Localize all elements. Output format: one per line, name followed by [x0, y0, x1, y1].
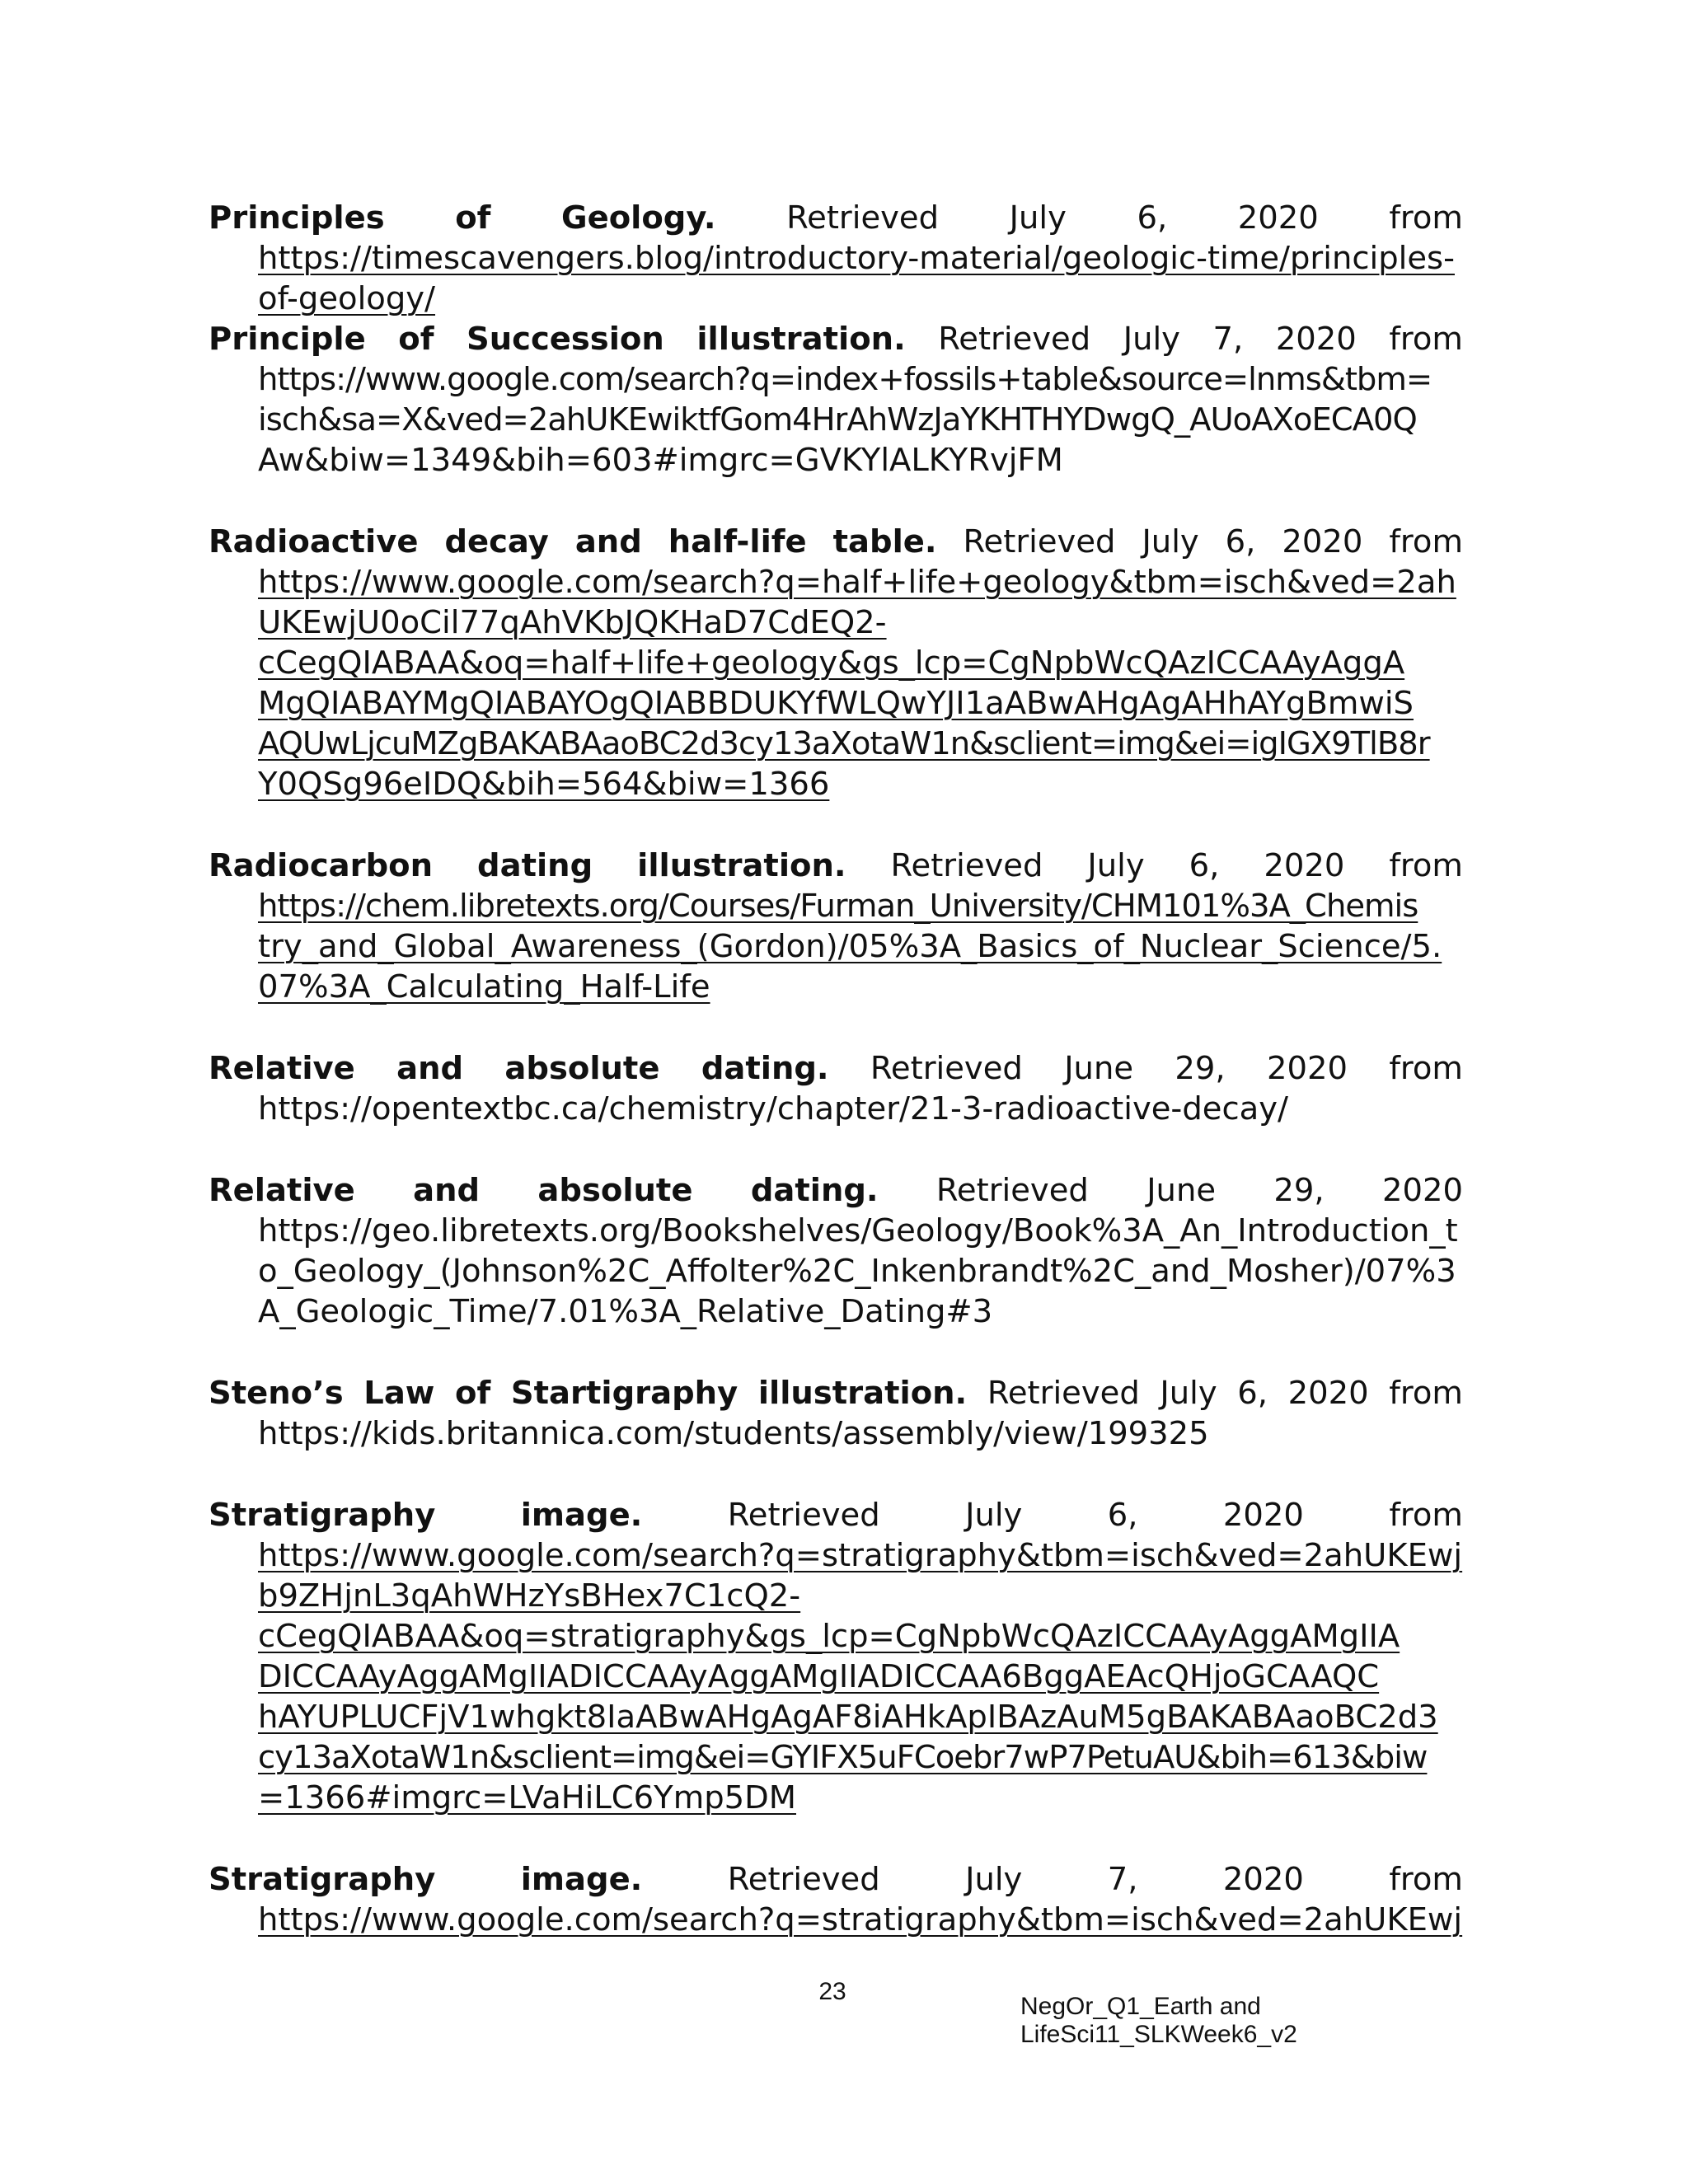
reference-word: July — [1142, 523, 1199, 560]
url-line[interactable]: cy13aXotaW1n&sclient=img&ei=GYIFX5uFCoebr7wP7PetuAU&bih=613&biw — [258, 1739, 1428, 1776]
reference-word: illustration. — [696, 321, 906, 358]
url-line: https://opentextbc.ca/chemistry/chapter/21-3-radioactive-decay/ — [258, 1090, 1288, 1127]
url-line: Aw&biw=1349&bih=603#imgrc=GVKYlALKYRvjFM — [258, 442, 1063, 479]
reference-word: July — [1009, 199, 1067, 237]
url-line[interactable]: AQUwLjcuMZgBAKABAaoBC2d3cy13aXotaW1n&sclient=img&ei=igIGX9TlB8r — [258, 725, 1430, 762]
reference-entry — [209, 522, 1463, 804]
reference-word: Stratigraphy — [209, 1861, 436, 1898]
url-line[interactable]: try_and_Global_Awareness_(Gordon)/05%3A_Basics_of_Nuclear_Science/5. — [258, 928, 1442, 965]
reference-word: 6, — [1237, 1375, 1268, 1412]
reference-word: Principle — [209, 321, 366, 358]
reference-word: dating — [477, 847, 593, 884]
reference-entry — [209, 319, 1463, 480]
reference-word: Steno’s — [209, 1375, 344, 1412]
reference-word: Geology. — [560, 199, 716, 237]
reference-url — [209, 359, 1463, 480]
url-line[interactable]: https://www.google.com/search?q=half+life+geology&tbm=isch&ved=2ah — [258, 564, 1456, 601]
reference-url — [209, 1211, 1463, 1332]
url-line[interactable]: of-geology/ — [258, 280, 436, 317]
footer-document-code: NegOr_Q1_Earth and LifeSci11_SLKWeek6_v2 — [1020, 1993, 1297, 2048]
reference-word: from — [1389, 199, 1463, 237]
reference-word: 2020 — [1282, 523, 1363, 560]
reference-word: 6, — [1107, 1497, 1138, 1534]
url-line[interactable]: DICCAAyAggAMgIIADICCAAyAggAMgIIADICCAA6BggAEAcQHjoGCAAQC — [258, 1658, 1380, 1695]
reference-word: Retrieved — [786, 199, 940, 237]
reference-word: 6, — [1189, 847, 1220, 884]
reference-word: dating. — [701, 1050, 829, 1087]
reference-word: half-life — [668, 523, 807, 560]
reference-word: image. — [520, 1497, 643, 1534]
url-line[interactable]: MgQIABAYMgQIABAYOgQIABBDUKYfWLQwYJI1aABwAHgAgAHhAYgBmwiS — [258, 685, 1414, 722]
reference-word: Retrieved — [935, 1172, 1089, 1209]
reference-entry — [209, 1859, 1463, 1940]
reference-url[interactable] — [209, 1535, 1463, 1818]
reference-word: Retrieved — [938, 321, 1091, 358]
reference-word: from — [1389, 321, 1463, 358]
url-line[interactable]: UKEwjU0oCil77qAhVKbJQKHaD7CdEQ2- — [258, 604, 887, 641]
reference-word: June — [1064, 1050, 1134, 1087]
reference-list — [209, 198, 1463, 1940]
reference-word: of — [455, 199, 491, 237]
reference-word: from — [1389, 1861, 1463, 1898]
reference-word: illustration. — [637, 847, 846, 884]
reference-word: Retrieved — [870, 1050, 1023, 1087]
reference-word: Startigraphy — [510, 1375, 738, 1412]
reference-word: Principles — [209, 199, 385, 237]
reference-url[interactable] — [209, 238, 1463, 319]
url-line[interactable]: b9ZHjnL3qAhWHzYsBHex7C1cQ2- — [258, 1577, 801, 1615]
reference-word: July — [1123, 321, 1180, 358]
url-line: https://www.google.com/search?q=index+fossils+table&source=lnms&tbm= — [258, 361, 1432, 398]
reference-word: June — [1146, 1172, 1217, 1209]
reference-word: July — [1087, 847, 1145, 884]
reference-entry — [209, 846, 1463, 1007]
url-line[interactable]: cCegQIABAA&oq=half+life+geology&gs_lcp=CgNpbWcQAzICCAAyAggA — [258, 644, 1405, 682]
reference-word: 29, — [1273, 1172, 1325, 1209]
reference-word: illustration. — [757, 1375, 968, 1412]
reference-word: 7, — [1107, 1861, 1138, 1898]
reference-url — [209, 1089, 1463, 1129]
url-line[interactable]: 07%3A_Calculating_Half-Life — [258, 968, 710, 1005]
reference-word: from — [1389, 847, 1463, 884]
reference-word: from — [1389, 1050, 1463, 1087]
reference-word: 2020 — [1275, 321, 1357, 358]
reference-entry — [209, 1170, 1463, 1332]
reference-word: absolute — [504, 1050, 660, 1087]
reference-word: from — [1389, 523, 1463, 560]
url-line: https://geo.libretexts.org/Bookshelves/Geology/Book%3A_An_Introduction_t — [258, 1212, 1458, 1249]
reference-word: Relative — [209, 1172, 355, 1209]
reference-word: and — [396, 1050, 464, 1087]
reference-entry — [209, 1495, 1463, 1818]
reference-word: 6, — [1225, 523, 1256, 560]
url-line[interactable]: https://www.google.com/search?q=stratigraphy&tbm=isch&ved=2ahUKEwj — [258, 1901, 1463, 1938]
reference-word: dating. — [750, 1172, 879, 1209]
reference-word: Succession — [467, 321, 664, 358]
reference-word: 2020 — [1382, 1172, 1463, 1209]
reference-word: 6, — [1137, 199, 1168, 237]
reference-word: 7, — [1212, 321, 1244, 358]
url-line[interactable]: =1366#imgrc=LVaHiLC6Ymp5DM — [258, 1779, 796, 1816]
reference-word: from — [1389, 1497, 1463, 1534]
page-number: 23 — [818, 1978, 846, 2005]
reference-url[interactable] — [209, 1900, 1463, 1940]
url-line: A_Geologic_Time/7.01%3A_Relative_Dating#3 — [258, 1293, 993, 1330]
reference-word: absolute — [537, 1172, 693, 1209]
reference-word: 29, — [1175, 1050, 1226, 1087]
url-line[interactable]: https://chem.libretexts.org/Courses/Furman_University/CHM101%3A_Chemis — [258, 888, 1418, 925]
reference-word: decay — [444, 523, 549, 560]
reference-url — [209, 1413, 1463, 1454]
reference-word: Radioactive — [209, 523, 419, 560]
reference-entry — [209, 198, 1463, 319]
reference-word: image. — [520, 1861, 643, 1898]
url-line: o_Geology_(Johnson%2C_Affolter%2C_Inkenbrandt%2C_and_Mosher)/07%3 — [258, 1253, 1456, 1290]
reference-word: Retrieved — [727, 1497, 880, 1534]
reference-word: and — [413, 1172, 481, 1209]
reference-word: from — [1389, 1375, 1463, 1412]
reference-word: Retrieved — [890, 847, 1043, 884]
reference-entry — [209, 1048, 1463, 1129]
reference-word: Retrieved — [987, 1375, 1140, 1412]
reference-word: Law — [363, 1375, 435, 1412]
reference-word: and — [574, 523, 642, 560]
reference-word: of — [398, 321, 434, 358]
url-line[interactable]: Y0QSg96eIDQ&bih=564&biw=1366 — [258, 766, 830, 803]
reference-word: July — [1160, 1375, 1217, 1412]
url-line: isch&sa=X&ved=2ahUKEwiktfGom4HrAhWzJaYKHTHYDwgQ_AUoAXoECA0Q — [258, 401, 1417, 438]
reference-word: 2020 — [1237, 199, 1319, 237]
reference-url[interactable] — [209, 886, 1463, 1007]
reference-word: 2020 — [1267, 1050, 1348, 1087]
reference-word: 2020 — [1264, 847, 1345, 884]
reference-entry — [209, 1373, 1463, 1454]
reference-word: Retrieved — [727, 1861, 880, 1898]
reference-word: Relative — [209, 1050, 355, 1087]
reference-word: Stratigraphy — [209, 1497, 436, 1534]
url-line[interactable]: https://www.google.com/search?q=stratigraphy&tbm=isch&ved=2ahUKEwj — [258, 1537, 1463, 1574]
reference-word: Retrieved — [963, 523, 1116, 560]
reference-word: Radiocarbon — [209, 847, 434, 884]
reference-word: July — [965, 1497, 1023, 1534]
reference-word: 2020 — [1222, 1861, 1304, 1898]
reference-word: July — [965, 1861, 1023, 1898]
reference-word: of — [455, 1375, 491, 1412]
reference-word: 2020 — [1287, 1375, 1369, 1412]
url-line: https://kids.britannica.com/students/assembly/view/199325 — [258, 1415, 1209, 1452]
reference-url[interactable] — [209, 562, 1463, 804]
url-line[interactable]: cCegQIABAA&oq=stratigraphy&gs_lcp=CgNpbWcQAzICCAAyAggAMgIIA — [258, 1618, 1400, 1655]
url-line[interactable]: hAYUPLUCFjV1whgkt8IaABwAHgAgAF8iAHkApIBAzAuM5gBAKABAaoBC2d3 — [258, 1699, 1438, 1736]
reference-word: 2020 — [1222, 1497, 1304, 1534]
reference-word: table. — [832, 523, 937, 560]
url-line[interactable]: https://timescavengers.blog/introductory-material/geologic-time/principles- — [258, 240, 1455, 277]
